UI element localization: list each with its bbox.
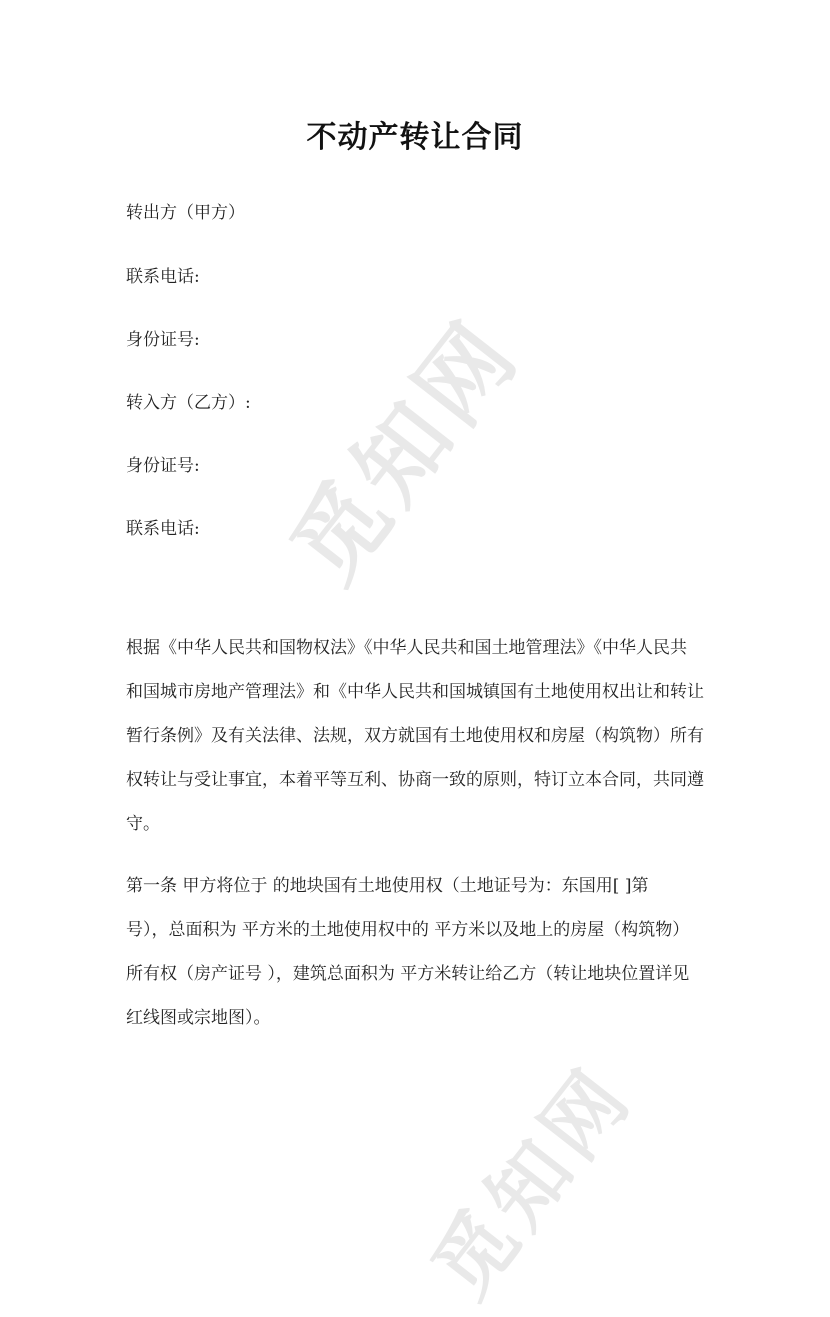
article-1-line: 第一条 甲方将位于 的地块国有土地使用权（土地证号为：东国用[ ]第 xyxy=(126,876,649,896)
preamble-line: 暂行条例》及有关法律、法规，双方就国有土地使用权和房屋（构筑物）所有 xyxy=(126,726,704,746)
preamble-paragraph xyxy=(126,626,706,846)
field-transferor-id: 身份证号: xyxy=(126,330,200,350)
field-transferor: 转出方（甲方） xyxy=(126,203,245,223)
preamble-line: 和国城市房地产管理法》和《中华人民共和国城镇国有土地使用权出让和转让 xyxy=(126,682,704,702)
field-transferee-phone: 联系电话: xyxy=(126,519,200,539)
article-1-line: 所有权（房产证号 ），建筑总面积为 平方米转让给乙方（转让地块位置详见 xyxy=(126,964,690,984)
field-transferee-id: 身份证号: xyxy=(126,456,200,476)
article-1-paragraph xyxy=(126,864,706,1040)
document-title: 不动产转让合同 xyxy=(306,120,524,155)
field-transferor-phone: 联系电话: xyxy=(126,267,200,287)
watermark-bottom: 觅知网 xyxy=(414,1049,651,1315)
article-1-line: 红线图或宗地图）。 xyxy=(126,1008,271,1028)
preamble-line: 根据《中华人民共和国物权法》《中华人民共和国土地管理法》《中华人民共 xyxy=(126,638,687,658)
watermark: 觅知网 xyxy=(271,299,541,602)
article-1-line: 号），总面积为 平方米的土地使用权中的 平方米以及地上的房屋（构筑物） xyxy=(126,920,690,940)
preamble-line: 守。 xyxy=(126,814,160,834)
field-transferee: 转入方（乙方）: xyxy=(126,393,251,413)
preamble-line: 权转让与受让事宜，本着平等互利、协商一致的原则，特订立本合同，共同遵 xyxy=(126,770,704,790)
